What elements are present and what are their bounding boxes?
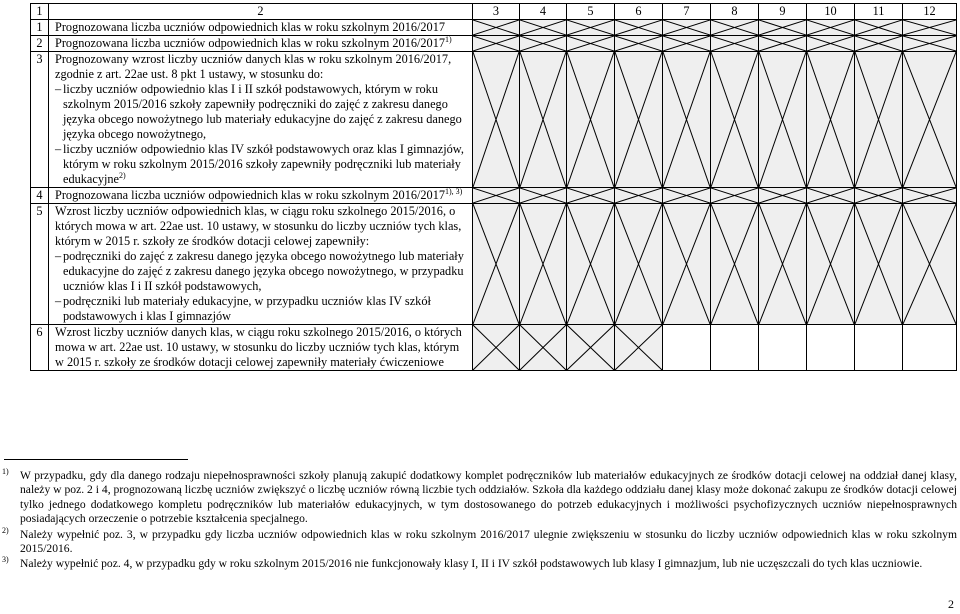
column-number: 5 bbox=[567, 4, 615, 20]
description-text-content: Prognozowana liczba uczniów odpowiednich klas w roku szkolnym 2016/2017 bbox=[55, 20, 446, 34]
crossed-out-cell bbox=[520, 325, 567, 371]
crossed-out-cell bbox=[855, 188, 903, 204]
table-row bbox=[31, 188, 957, 204]
dash-list-text: liczby uczniów odpowiednio klas I i II szkół podstawowych, którym w roku szkolnym 2015/2016 szkoły zapewniły podręczniki do zajęć z zakresu danego języka obcego nowożytnego lub materiały edukacyjne do zajęć z zakresu danego języka obcego nowożytnego, bbox=[63, 82, 462, 141]
crossed-out-cell bbox=[903, 188, 957, 204]
column-number-row bbox=[31, 4, 957, 20]
crossed-out-cell bbox=[903, 204, 957, 325]
table-row bbox=[31, 20, 957, 36]
description-text-content: Prognozowana liczba uczniów odpowiednich klas w roku szkolnym 2016/2017 bbox=[55, 188, 446, 202]
crossed-out-cell bbox=[615, 325, 663, 371]
dash-list-text: podręczniki do zajęć z zakresu danego języka obcego nowożytnego lub materiały edukacyjne do zajęć z zakresu danego języka obcego nowożytnego, w przypadku uczniów klas I i II szkół podstawowych, bbox=[63, 249, 464, 293]
crossed-out-cell bbox=[473, 52, 520, 188]
crossed-out-cell bbox=[711, 188, 759, 204]
description-text bbox=[55, 52, 469, 82]
crossed-out-cell bbox=[520, 204, 567, 325]
row-description bbox=[49, 52, 473, 188]
row-description bbox=[49, 204, 473, 325]
footnote-text: Należy wypełnić poz. 4, w przypadku gdy w roku szkolnym 2015/2016 nie funkcjonowały klasy I, II i IV szkół podstawowych lub klasy I gimnazjum, lub nie uczęszczali do tych klas uczniowie. bbox=[20, 557, 923, 570]
row-number: 5 bbox=[31, 204, 49, 325]
crossed-out-cell bbox=[855, 52, 903, 188]
column-number: 3 bbox=[473, 4, 520, 20]
description-text-content: Prognozowany wzrost liczby uczniów danych klas w roku szkolnym 2016/2017, zgodnie z art. 22ae ust. 8 pkt 1 ustawy, w stosunku do: bbox=[55, 52, 452, 81]
crossed-out-cell bbox=[473, 204, 520, 325]
crossed-out-cell bbox=[807, 20, 855, 36]
column-number: 4 bbox=[520, 4, 567, 20]
dash-bullet: – bbox=[55, 142, 62, 156]
dash-list-item bbox=[55, 294, 469, 324]
crossed-out-cell bbox=[807, 204, 855, 325]
column-number: 10 bbox=[807, 4, 855, 20]
crossed-out-cell bbox=[855, 204, 903, 325]
footnote-text: Należy wypełnić poz. 3, w przypadku gdy liczba uczniów odpowiednich klas w roku szkolnym 2016/2017 ulegnie zwiększeniu w stosunku do liczby uczniów odpowiednich klas w roku szkolnym 2015/2016. bbox=[20, 528, 957, 556]
crossed-out-cell bbox=[855, 36, 903, 52]
description-text-content: Wzrost liczby uczniów danych klas, w ciągu roku szkolnego 2015/2016, o których mowa w art. 22ae ust. 10 ustawy, w stosunku do liczby uczniów tych klas, którym w 2015 r. szkoły ze środków dotacji celowej zapewniły materiały ćwiczeniowe bbox=[55, 325, 462, 369]
footnote-reference: 1) bbox=[445, 35, 452, 44]
crossed-out-cell bbox=[473, 325, 520, 371]
row-number: 6 bbox=[31, 325, 49, 371]
column-number: 6 bbox=[615, 4, 663, 20]
description-text bbox=[55, 20, 469, 35]
crossed-out-cell bbox=[615, 204, 663, 325]
crossed-out-cell bbox=[807, 36, 855, 52]
row-number: 3 bbox=[31, 52, 49, 188]
footnote bbox=[0, 557, 960, 571]
dash-list-text: liczby uczniów odpowiednio klas IV szkół podstawowych oraz klas I gimnazjów, którym w roku szkolnym 2015/2016 szkoły zapewniły podręczniki lub materiały edukacyjne bbox=[63, 142, 464, 186]
footnote-mark: 1) bbox=[2, 467, 9, 476]
footnote-separator bbox=[4, 459, 188, 460]
description-text bbox=[55, 188, 469, 203]
crossed-out-cell bbox=[663, 204, 711, 325]
footnote-mark: 3) bbox=[2, 555, 9, 564]
crossed-out-cell bbox=[615, 52, 663, 188]
row-description bbox=[49, 36, 473, 52]
crossed-out-cell bbox=[759, 20, 807, 36]
crossed-out-cell bbox=[663, 20, 711, 36]
crossed-out-cell bbox=[711, 20, 759, 36]
crossed-out-cell bbox=[759, 52, 807, 188]
row-description bbox=[49, 20, 473, 36]
entry-cell bbox=[711, 325, 759, 371]
crossed-out-cell bbox=[520, 36, 567, 52]
crossed-out-cell bbox=[663, 36, 711, 52]
entry-cell bbox=[807, 325, 855, 371]
description-text bbox=[55, 36, 469, 51]
entry-cell bbox=[903, 325, 957, 371]
footnote-reference: 1), 3) bbox=[445, 187, 463, 196]
crossed-out-cell bbox=[567, 52, 615, 188]
crossed-out-cell bbox=[759, 204, 807, 325]
crossed-out-cell bbox=[903, 52, 957, 188]
crossed-out-cell bbox=[855, 20, 903, 36]
column-number: 1 bbox=[31, 4, 49, 20]
crossed-out-cell bbox=[567, 325, 615, 371]
dash-list-item bbox=[55, 142, 469, 187]
crossed-out-cell bbox=[759, 36, 807, 52]
table-row bbox=[31, 52, 957, 188]
footnote-reference: 2) bbox=[119, 171, 126, 180]
footnote-text: W przypadku, gdy dla danego rodzaju niepełnosprawności szkoły planują zakupić dodatkowy komplet podręczników lub materiałów edukacyjnych ze środków dotacji celowej na oddział danej klasy, należy w poz. 2 i 4, prognozowaną liczbę uczniów zwiększyć o liczbę uczniów równą liczbie tych oddziałów. Szkoła dla każdego oddziału danej klasy może dokonać zakupu ze środków dotacji celowej tylko jednego dodatkowego kompletu podręczników lub materiałów edukacyjnych, w tym dostosowanego do potrzeb edukacyjnych i możliwości psychofizycznych uczniów niepełnosprawnych posiadających orzeczenie o potrzebie kształcenia specjalnego. bbox=[20, 469, 957, 526]
row-number: 2 bbox=[31, 36, 49, 52]
crossed-out-cell bbox=[711, 36, 759, 52]
dash-list-item bbox=[55, 82, 469, 142]
column-number: 11 bbox=[855, 4, 903, 20]
entry-cell bbox=[663, 325, 711, 371]
dash-list-item bbox=[55, 249, 469, 294]
dash-bullet: – bbox=[55, 82, 62, 96]
column-number: 2 bbox=[49, 4, 473, 20]
crossed-out-cell bbox=[711, 52, 759, 188]
column-number: 7 bbox=[663, 4, 711, 20]
crossed-out-cell bbox=[663, 52, 711, 188]
column-number: 9 bbox=[759, 4, 807, 20]
entry-cell bbox=[855, 325, 903, 371]
dash-bullet: – bbox=[55, 249, 62, 263]
crossed-out-cell bbox=[473, 20, 520, 36]
page-number: 2 bbox=[948, 597, 954, 611]
crossed-out-cell bbox=[615, 20, 663, 36]
crossed-out-cell bbox=[807, 188, 855, 204]
dash-bullet: – bbox=[55, 294, 62, 308]
footnote bbox=[0, 528, 960, 557]
table-row bbox=[31, 204, 957, 325]
row-description bbox=[49, 188, 473, 204]
table-row bbox=[31, 36, 957, 52]
crossed-out-cell bbox=[807, 52, 855, 188]
crossed-out-cell bbox=[520, 188, 567, 204]
row-description bbox=[49, 325, 473, 371]
description-text-content: Wzrost liczby uczniów odpowiednich klas, w ciągu roku szkolnego 2015/2016, o których mowa w art. 22ae ust. 10 ustawy, w stosunku do liczby uczniów tych klas, którym w 2015 r. szkoły ze środków dotacji celowej zapewniły: bbox=[55, 204, 462, 248]
crossed-out-cell bbox=[520, 20, 567, 36]
table-row bbox=[31, 325, 957, 371]
crossed-out-cell bbox=[663, 188, 711, 204]
description-text-content: Prognozowana liczba uczniów odpowiednich klas w roku szkolnym 2016/2017 bbox=[55, 36, 446, 50]
dash-list-text: podręczniki lub materiały edukacyjne, w przypadku uczniów klas IV szkół podstawowych i klas I gimnazjów bbox=[63, 294, 431, 323]
crossed-out-cell bbox=[567, 20, 615, 36]
description-text bbox=[55, 204, 469, 249]
row-number: 4 bbox=[31, 188, 49, 204]
crossed-out-cell bbox=[567, 204, 615, 325]
crossed-out-cell bbox=[615, 188, 663, 204]
crossed-out-cell bbox=[473, 188, 520, 204]
column-number: 12 bbox=[903, 4, 957, 20]
column-number: 8 bbox=[711, 4, 759, 20]
crossed-out-cell bbox=[473, 36, 520, 52]
crossed-out-cell bbox=[567, 36, 615, 52]
description-text bbox=[55, 325, 469, 370]
form-table bbox=[30, 3, 957, 371]
footnote bbox=[0, 469, 960, 527]
crossed-out-cell bbox=[759, 188, 807, 204]
crossed-out-cell bbox=[615, 36, 663, 52]
crossed-out-cell bbox=[711, 204, 759, 325]
entry-cell bbox=[759, 325, 807, 371]
crossed-out-cell bbox=[567, 188, 615, 204]
crossed-out-cell bbox=[903, 36, 957, 52]
crossed-out-cell bbox=[903, 20, 957, 36]
crossed-out-cell bbox=[520, 52, 567, 188]
footnote-mark: 2) bbox=[2, 526, 9, 535]
row-number: 1 bbox=[31, 20, 49, 36]
